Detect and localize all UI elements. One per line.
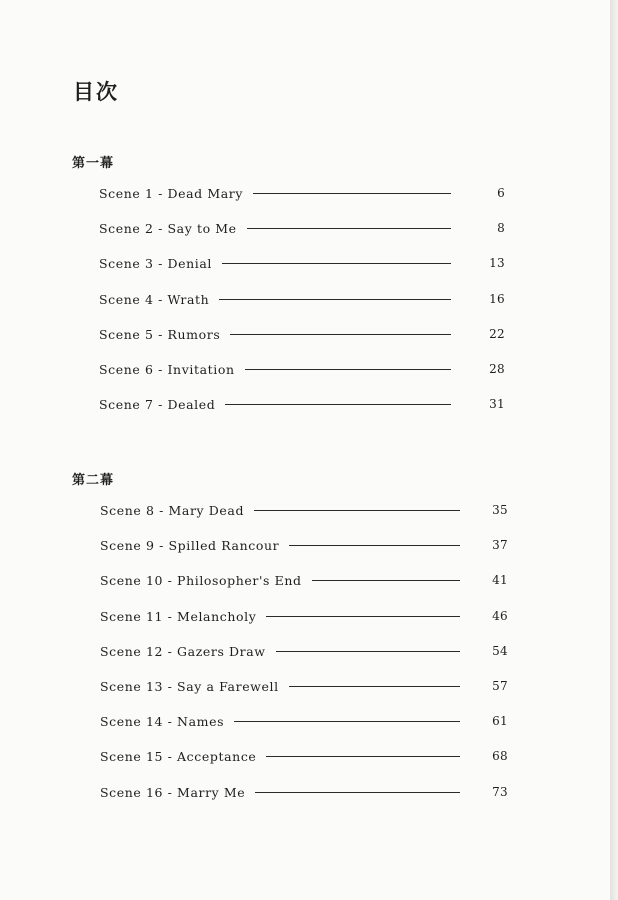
toc-page-number: 46: [492, 608, 508, 623]
toc-entry-title: Scene 13 - Say a Farewell: [100, 678, 279, 694]
page-edge-shadow: [610, 0, 618, 900]
toc-entry[interactable]: [0, 500, 610, 535]
toc-entry[interactable]: [0, 289, 610, 324]
toc-entry[interactable]: [0, 570, 610, 605]
toc-page-number: 57: [492, 678, 508, 693]
toc-entry[interactable]: [0, 711, 610, 746]
act-heading-1: 第一幕: [72, 156, 115, 171]
toc-entry-title: Scene 2 - Say to Me: [99, 221, 237, 237]
toc-page-number: 13: [489, 256, 505, 271]
toc-leader-line: [230, 324, 451, 335]
toc-entry-title: Scene 6 - Invitation: [99, 361, 235, 377]
act-heading-2: 第二幕: [72, 473, 115, 488]
toc-page-number: 54: [492, 643, 508, 658]
toc-leader-line: [289, 535, 460, 546]
toc-entry[interactable]: [0, 641, 610, 676]
toc-page-number: 41: [492, 573, 508, 588]
toc-page-number: 28: [489, 361, 505, 376]
toc-entry[interactable]: [0, 359, 610, 394]
toc-leader-line: [222, 253, 451, 264]
toc-entry-title: Scene 4 - Wrath: [99, 291, 210, 307]
toc-leader-line: [255, 782, 460, 793]
toc-leader-line: [266, 746, 460, 757]
toc-page-number: 73: [492, 784, 508, 799]
toc-entry-title: Scene 15 - Acceptance: [100, 749, 257, 765]
toc-page-number: 6: [497, 186, 505, 200]
toc-page-number: 22: [489, 326, 505, 341]
toc-page-number: 16: [489, 291, 505, 306]
toc-entry-title: Scene 10 - Philosopher's End: [100, 573, 302, 589]
toc-leader-line: [234, 711, 460, 722]
toc-page-number: 61: [492, 714, 508, 729]
toc-entry-title: Scene 3 - Denial: [99, 256, 213, 272]
toc-page-number: 35: [492, 503, 508, 517]
toc-entry-title: Scene 8 - Mary Dead: [100, 503, 245, 518]
toc-entry-title: Scene 1 - Dead Mary: [99, 186, 244, 201]
toc-entry[interactable]: [0, 535, 610, 570]
toc-entry[interactable]: [0, 183, 610, 218]
toc-entry[interactable]: [0, 606, 610, 641]
toc-entry-title: Scene 9 - Spilled Rancour: [100, 538, 280, 554]
toc-page-number: 68: [492, 749, 508, 764]
toc-list-act-2: [0, 500, 610, 817]
page-title: 目次: [73, 79, 119, 104]
toc-list-act-1: [0, 183, 610, 429]
toc-entry-title: Scene 14 - Names: [100, 714, 225, 730]
toc-entry-title: Scene 5 - Rumors: [99, 326, 221, 342]
toc-entry-title: Scene 12 - Gazers Draw: [100, 643, 266, 659]
toc-entry[interactable]: [0, 782, 610, 817]
toc-entry[interactable]: [0, 676, 610, 711]
toc-entry[interactable]: [0, 218, 610, 253]
toc-leader-line: [225, 394, 451, 405]
toc-leader-line: [253, 183, 451, 194]
toc-entry[interactable]: [0, 253, 610, 288]
toc-leader-line: [219, 289, 451, 300]
toc-entry-title: Scene 11 - Melancholy: [100, 608, 257, 624]
toc-leader-line: [266, 606, 460, 617]
toc-entry-title: Scene 16 - Marry Me: [100, 784, 246, 800]
toc-entry[interactable]: [0, 394, 610, 429]
toc-leader-line: [245, 359, 451, 370]
toc-leader-line: [289, 676, 460, 687]
toc-leader-line: [254, 500, 460, 511]
toc-leader-line: [312, 570, 460, 581]
toc-page-number: 8: [497, 221, 505, 236]
toc-leader-line: [247, 218, 451, 229]
toc-page-number: 37: [492, 538, 508, 553]
toc-entry[interactable]: [0, 746, 610, 781]
toc-entry-title: Scene 7 - Dealed: [99, 397, 216, 413]
toc-entry[interactable]: [0, 324, 610, 359]
toc-leader-line: [276, 641, 460, 652]
toc-page-number: 31: [489, 397, 505, 412]
